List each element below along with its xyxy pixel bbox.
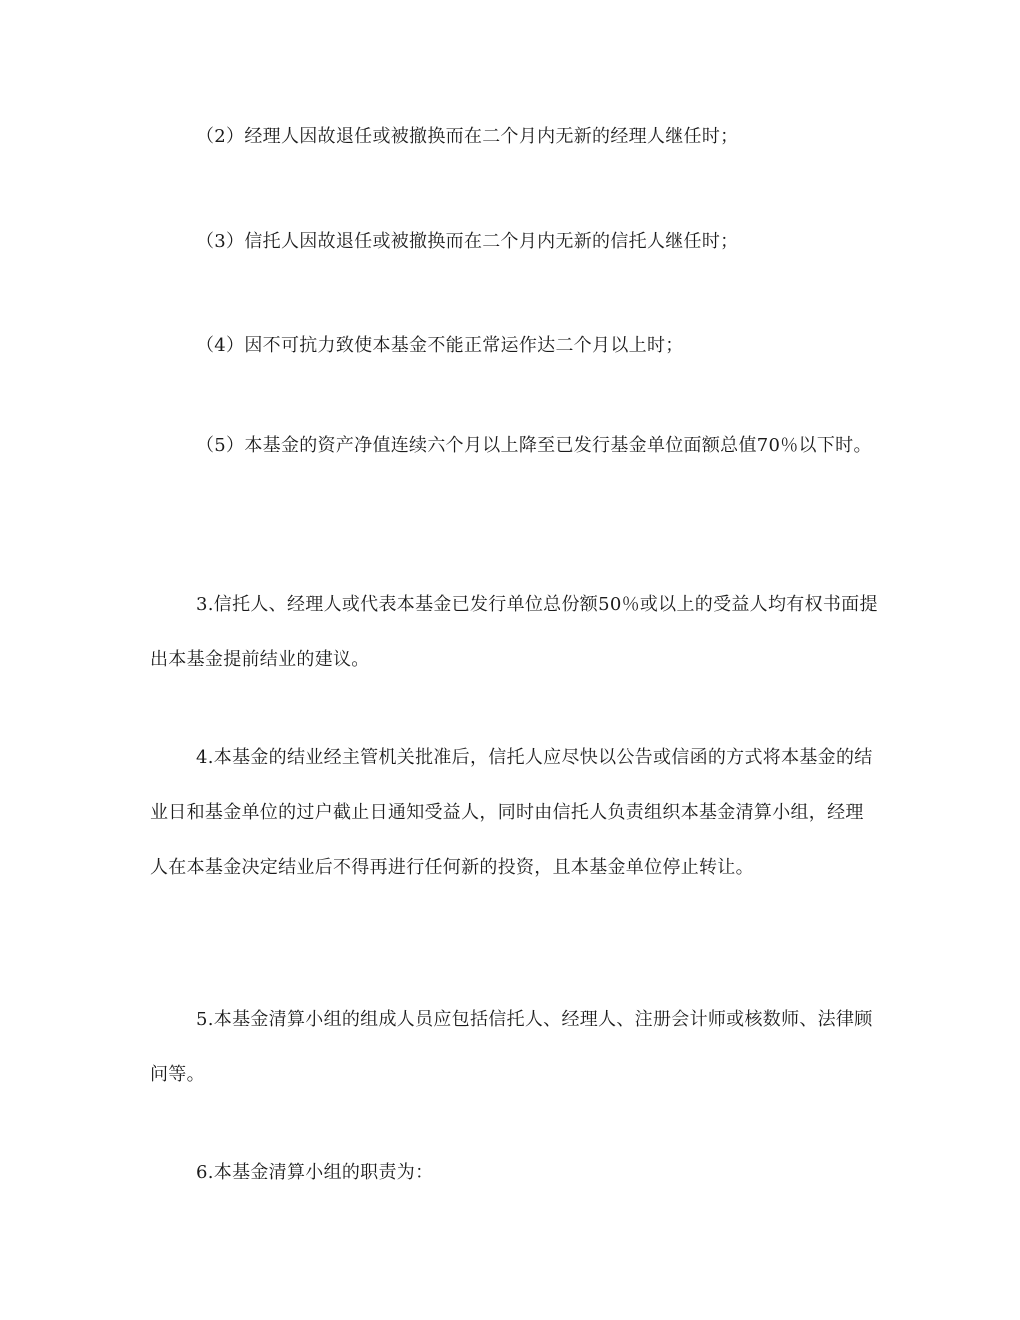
paragraph-clause-2: （2）经理人因故退任或被撤换而在二个月内无新的经理人继任时； [196,126,739,147]
paragraph-item-4: 4.本基金的结业经主管机关批准后，信托人应尽快以公告或信函的方式将本基金的结业日和基金单位的过户截止日通知受益人，同时由信托人负责组织本基金清算小组，经理人在本基金决定结业后不得再进行任何新的投资，且本基金单位停止转让。 [150,747,873,878]
paragraph-clause-5: （5）本基金的资产净值连续六个月以上降至已发行基金单位面额总值70％以下时。 [196,435,872,456]
paragraph-item-5: 5.本基金清算小组的组成人员应包括信托人、经理人、注册会计师或核数师、法律顾问等。 [150,1009,873,1085]
paragraph-item-3: 3.信托人、经理人或代表本基金已发行单位总份额50％或以上的受益人均有权书面提出本基金提前结业的建议。 [150,594,878,670]
paragraph-clause-4: （4）因不可抗力致使本基金不能正常运作达二个月以上时； [196,335,684,356]
paragraph-item-6: 6.本基金清算小组的职责为： [196,1162,434,1183]
paragraph-clause-3: （3）信托人因故退任或被撤换而在二个月内无新的信托人继任时； [196,231,739,252]
